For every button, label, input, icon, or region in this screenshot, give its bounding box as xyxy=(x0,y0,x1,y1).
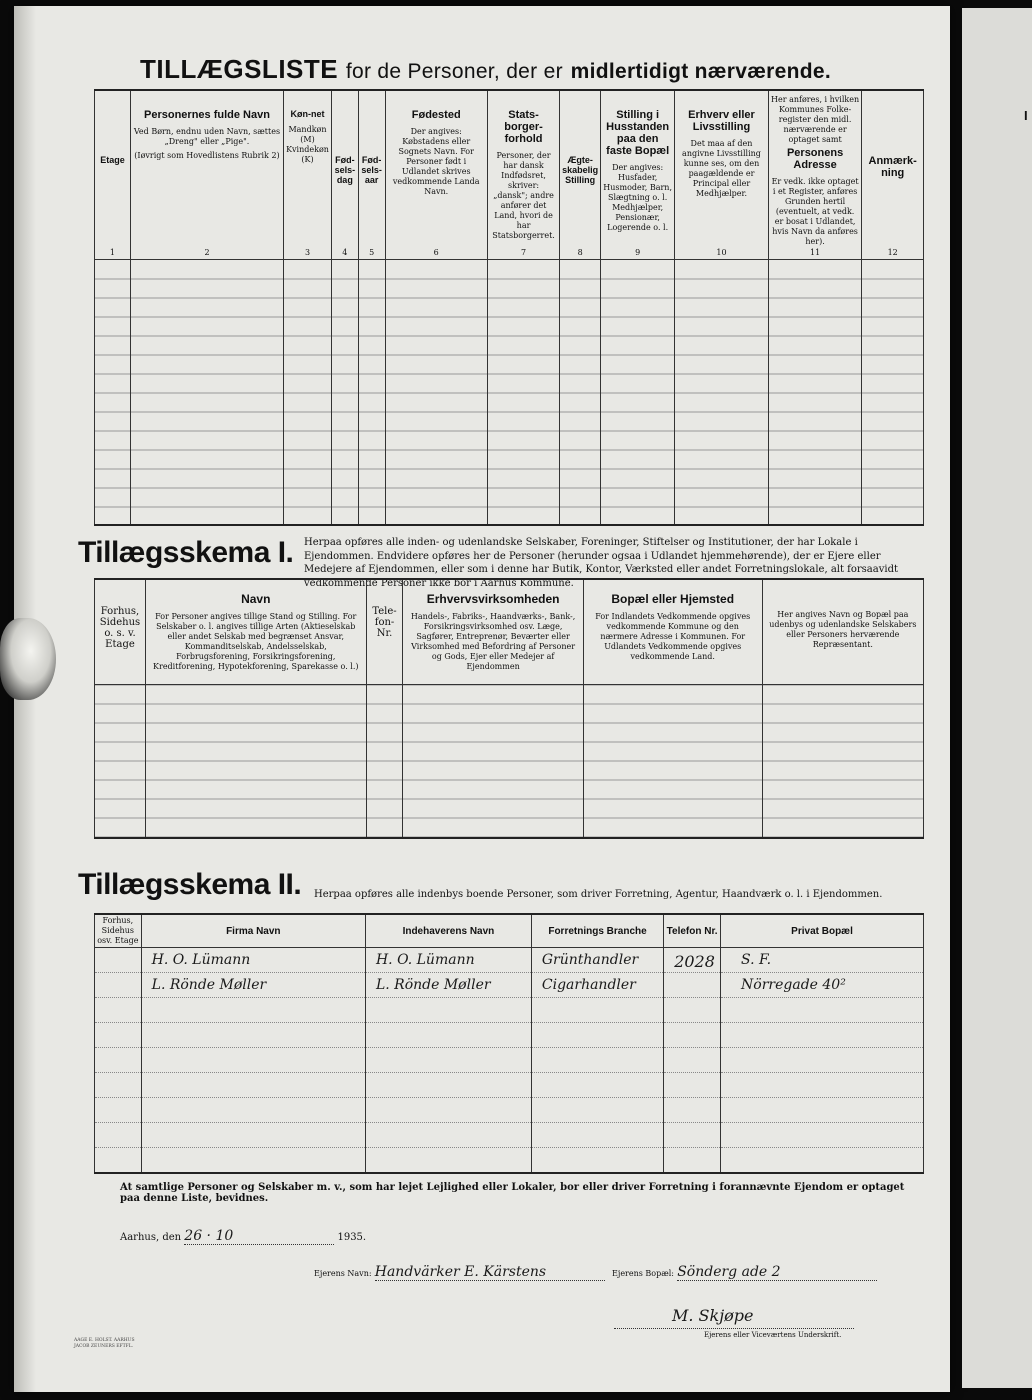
skema2-cell-indehaver xyxy=(365,1148,531,1174)
main-col-title: Erhverv eller Livsstilling xyxy=(688,109,755,133)
skema2-cell-etage xyxy=(95,1148,142,1174)
skema2-cell-indehaver xyxy=(365,998,531,1023)
table-row xyxy=(95,1098,924,1123)
main-col-cell xyxy=(130,260,283,526)
declaration: At samtlige Personer og Selskaber m. v., som har lejet Lejlighed eller Lokaler, bor eller driver Forretning i forannævnte Ejendom er optaget paa denne Liste, bevidnes. xyxy=(120,1182,905,1204)
skema2-cell-telefon xyxy=(664,1098,721,1123)
skema1-col-3 xyxy=(366,579,403,685)
main-col-number: 6 xyxy=(433,248,439,257)
main-col-title: Køn-net xyxy=(290,109,325,119)
skema1-col-note: Handels-, Fabriks-, Haandværks-, Bank-, Forsikringsvirksomhed osv. Læge, Sagfører, Entreprenør, Beværter eller Virksomhed med Befordring af Personer og Gods, Ejer eller Medejer af Ejendommen xyxy=(410,612,576,671)
adjacent-page xyxy=(962,8,1032,1388)
main-col-title: Fød-sels-aar xyxy=(361,155,382,185)
skema1-col-note: Her angives Navn og Bopæl paa udenbys og udenlandske Selskabers eller Personers herværende Repræsentant. xyxy=(769,610,917,649)
skema2-cell-etage xyxy=(95,973,142,998)
skema2-cell-bopael xyxy=(721,948,924,973)
main-col-title: Ægte-skabelig Stilling xyxy=(562,155,599,185)
main-col-number: 1 xyxy=(109,248,115,257)
handwritten-branche: Grünthandler xyxy=(541,952,639,968)
place-label: Aarhus, den xyxy=(120,1232,182,1243)
skema2-cell-telefon xyxy=(664,1148,721,1174)
skema1-col-cell xyxy=(403,685,583,839)
skema1-col-title: Forhus, Sidehus o. s. v. Etage xyxy=(99,606,141,650)
table-row xyxy=(95,1048,924,1073)
table-row xyxy=(95,948,924,973)
skema2-cell-branche xyxy=(531,1048,663,1073)
owner-addr: Sönderg ade 2 xyxy=(677,1264,877,1281)
skema2-cell-telefon xyxy=(664,1023,721,1048)
skema2-cell-etage xyxy=(95,1073,142,1098)
skema2-cell-indehaver xyxy=(365,1048,531,1073)
title-rest: for de Personer, der er xyxy=(345,60,563,83)
skema2-cell-bopael xyxy=(721,973,924,998)
skema1-col-title: Tele-fon-Nr. xyxy=(372,606,397,639)
main-col-3 xyxy=(284,90,332,260)
skema2-cell-etage xyxy=(95,1023,142,1048)
skema2-col-1 xyxy=(95,914,142,948)
title-bold: TILLÆGSLISTE xyxy=(140,54,339,84)
skema1-col-cell xyxy=(95,685,146,839)
skema2-cell-telefon xyxy=(664,1048,721,1073)
skema1-heading: Tillægsskema I. xyxy=(78,536,294,569)
handwritten-telefon xyxy=(664,973,720,977)
main-col-number: 7 xyxy=(521,248,527,257)
main-col-number: 3 xyxy=(304,248,311,257)
skema1-col-cell xyxy=(583,685,762,839)
owner-name-label: Ejerens Navn: xyxy=(314,1269,372,1278)
skema2-cell-firma xyxy=(141,1123,365,1148)
main-col-2 xyxy=(130,90,283,260)
main-col-8 xyxy=(560,90,601,260)
skema2-cell-branche xyxy=(531,1023,663,1048)
table-row xyxy=(95,973,924,998)
main-col-11 xyxy=(768,90,862,260)
skema2-cell-firma xyxy=(141,1148,365,1174)
skema2-cell-firma xyxy=(141,1073,365,1098)
skema2-cell-indehaver xyxy=(365,1023,531,1048)
skema2-col-title: Telefon Nr. xyxy=(666,925,718,937)
skema1-col-cell xyxy=(145,685,366,839)
main-col-cell xyxy=(768,260,862,526)
main-col-title: Fødested xyxy=(411,109,461,121)
skema2-cell-bopael xyxy=(721,1123,924,1148)
main-col-title: Personernes fulde Navn xyxy=(144,109,270,121)
table-row xyxy=(95,998,924,1023)
skema2-cell-etage xyxy=(95,1123,142,1148)
skema2-cell-indehaver xyxy=(365,973,531,998)
skema2-cell-firma xyxy=(141,1098,365,1123)
skema2-cell-firma xyxy=(141,948,365,973)
skema1-col-6 xyxy=(762,579,923,685)
skema1-intro: Herpaa opføres alle inden- og udenlandske Selskaber, Foreninger, Stiftelser og Institutioner, der har Lokale i Ejendommen. Endvidere opføres her de Personer (herunder ogsaa i Udlandet hjemmehørende), der er Ejere eller Medejere af Ejendommen, eller som i denne har Butik, Kontor, Værksted eller andet Forretningslokale, alt forsaavidt vedkommende Personer ikke bor i Aarhus Kommune. xyxy=(304,537,898,589)
owner-name-line xyxy=(314,1264,605,1281)
skema2-intro: Herpaa opføres alle indenbys boende Personer, som driver Forretning, Agentur, Haandværk o. l. i Ejendommen. xyxy=(314,889,883,900)
table-row xyxy=(95,1123,924,1148)
skema2-cell-indehaver xyxy=(365,948,531,973)
handwritten-firma: H. O. Lümann xyxy=(151,952,251,968)
skema1-col-title: Bopæl eller Hjemsted xyxy=(611,592,735,606)
skema2-cell-etage xyxy=(95,1048,142,1073)
skema2-cell-firma xyxy=(141,1023,365,1048)
handwritten-telefon: 2028 xyxy=(674,952,715,971)
main-col-cell xyxy=(385,260,487,526)
skema2-cell-etage xyxy=(95,998,142,1023)
skema2-cell-branche xyxy=(531,1148,663,1174)
date-day: 26 · 10 xyxy=(184,1228,334,1245)
thumb-image xyxy=(0,618,56,700)
skema2-cell-etage xyxy=(95,948,142,973)
skema2-cell-branche xyxy=(531,1073,663,1098)
main-col-cell xyxy=(560,260,601,526)
skema1-col-cell xyxy=(762,685,923,839)
main-col-cell xyxy=(487,260,559,526)
main-col-note: Der angives: Købstadens eller Sognets Navn. For Personer født i Udlandet skrives vedkommende Landa Navn. xyxy=(392,127,480,196)
skema2-cell-bopael xyxy=(721,1098,924,1123)
skema1-col-note: For Personer angives tillige Stand og Stilling. For Selskaber o. l. angives tillige Arten (Aktieselskab eller andet Selskab med begrænset Ansvar, Kommanditselskab, Andelsselskab, Forbrugsforening, Forsikringsforening, Kreditforening, Hypotekforening, Sparekasse o. l.) xyxy=(153,612,359,671)
handwritten-firma: L. Rönde Møller xyxy=(151,977,267,993)
main-col-cell xyxy=(95,260,131,526)
main-col-pre: Her anføres, i hvilken Kommunes Folke-register den midl. nærværende er optaget samt xyxy=(771,95,860,144)
skema2-cell-branche xyxy=(531,948,663,973)
main-col-note: Er vedk. ikke optaget i et Register, anføres Grunden hertil (eventuelt, at vedk. er bosat i Udlandet, hvis Navn da anføres her). xyxy=(771,177,859,246)
skema2-cell-branche xyxy=(531,973,663,998)
main-col-cell xyxy=(331,260,358,526)
handwritten-bopael: S. F. xyxy=(741,952,772,968)
main-table xyxy=(94,89,924,526)
skema2-heading: Tillægsskema II. xyxy=(78,868,302,901)
skema2-table xyxy=(94,913,924,1174)
skema2-col-4 xyxy=(531,914,663,948)
skema2-cell-bopael xyxy=(721,1048,924,1073)
signature: M. Skjøpe xyxy=(672,1306,754,1325)
main-col-number: 12 xyxy=(887,248,898,257)
main-col-number: 9 xyxy=(635,248,641,257)
skema2-col-title: Firma Navn xyxy=(226,925,281,937)
main-col-number: 5 xyxy=(369,248,375,257)
main-col-cell xyxy=(675,260,769,526)
skema2-col-2 xyxy=(141,914,365,948)
main-col-title: Anmærk-ning xyxy=(868,155,917,179)
document-page xyxy=(14,6,950,1392)
main-col-cell xyxy=(358,260,385,526)
signature-label: Ejerens eller Viceværtens Underskrift. xyxy=(704,1331,842,1339)
date-year: 1935. xyxy=(337,1232,367,1243)
main-col-title: Etage xyxy=(100,155,125,165)
main-col-note: Personer, der har dansk Indfødsret, skriver: „dansk"; andre anfører det Land, hvori de har Statsborgerret. xyxy=(492,151,555,240)
main-col-1 xyxy=(95,90,131,260)
handwritten-branche: Cigarhandler xyxy=(541,977,636,993)
skema2-cell-firma xyxy=(141,998,365,1023)
skema1-col-4 xyxy=(403,579,583,685)
owner-name: Handvärker E. Kärstens xyxy=(375,1264,605,1281)
main-col-number: 10 xyxy=(716,248,727,257)
skema2-cell-indehaver xyxy=(365,1098,531,1123)
handwritten-indehaver: L. Rönde Møller xyxy=(375,977,491,993)
skema2-col-5 xyxy=(664,914,721,948)
adjacent-page-mark: I xyxy=(1024,108,1028,123)
skema2-cell-firma xyxy=(141,973,365,998)
skema1-col-cell xyxy=(366,685,403,839)
skema2-col-title: Forretnings Branche xyxy=(548,925,647,937)
skema2-cell-telefon xyxy=(664,948,721,973)
skema2-cell-firma xyxy=(141,1048,365,1073)
skema2-col-6 xyxy=(721,914,924,948)
skema2-col-title: Privat Bopæl xyxy=(791,925,853,937)
table-row xyxy=(95,1148,924,1174)
skema2-cell-bopael xyxy=(721,1148,924,1174)
owner-addr-label: Ejerens Bopæl: xyxy=(612,1269,675,1278)
main-col-cell xyxy=(862,260,924,526)
printer-mark: AAGE E. HOLST. AARHUS JACOB ZEUNERS EFTFL. xyxy=(74,1338,135,1349)
main-col-note2: (Iøvrigt som Hovedlistens Rubrik 2) xyxy=(134,151,280,160)
signature-line xyxy=(614,1328,854,1329)
main-col-6 xyxy=(385,90,487,260)
table-row xyxy=(95,1073,924,1098)
skema1-col-title: Erhvervsvirksomheden xyxy=(426,592,560,606)
skema2-cell-bopael xyxy=(721,1023,924,1048)
main-col-number: 8 xyxy=(577,248,583,257)
handwritten-indehaver: H. O. Lümann xyxy=(375,952,475,968)
main-col-12 xyxy=(862,90,924,260)
skema1-col-5 xyxy=(583,579,762,685)
skema2-cell-branche xyxy=(531,1123,663,1148)
main-col-number: 2 xyxy=(204,248,210,257)
skema2-cell-indehaver xyxy=(365,1073,531,1098)
skema2-cell-telefon xyxy=(664,973,721,998)
skema2-cell-telefon xyxy=(664,1073,721,1098)
owner-addr-line xyxy=(612,1264,877,1281)
handwritten-etage xyxy=(95,973,141,977)
handwritten-bopael: Nörregade 40² xyxy=(741,977,846,993)
skema1-table xyxy=(94,578,924,839)
page-title xyxy=(140,54,831,85)
main-col-note: Det maa af den angivne Livsstilling kunne ses, om den paagældende er Principal eller Medhjælper. xyxy=(682,139,761,198)
skema1-col-note: For Indlandets Vedkommende opgives vedkommende Kommune og den nærmere Adresse i Kommunen. For Udlandets Vedkommende opgives vedkommende Land. xyxy=(595,612,751,661)
table-row xyxy=(95,1023,924,1048)
main-col-4 xyxy=(331,90,358,260)
main-col-note: Mandkøn (M) Kvindekøn (K) xyxy=(286,125,329,164)
skema2-cell-bopael xyxy=(721,998,924,1023)
main-col-10 xyxy=(675,90,769,260)
skema2-col-title: Indehaverens Navn xyxy=(402,925,495,937)
main-col-7 xyxy=(487,90,559,260)
date-line xyxy=(120,1228,366,1245)
main-col-5 xyxy=(358,90,385,260)
main-col-note: Der angives: Husfader, Husmoder, Barn, Slægtning o. l. Medhjælper, Pensionær, Logerende o. l. xyxy=(603,163,672,232)
main-col-note: Ved Børn, endnu uden Navn, sættes „Dreng" eller „Pige". xyxy=(133,127,281,146)
main-col-9 xyxy=(601,90,675,260)
skema2-cell-branche xyxy=(531,1098,663,1123)
skema2-col-3 xyxy=(365,914,531,948)
skema2-col-title: Forhus, Sidehus osv. Etage xyxy=(97,916,139,945)
skema1-col-title: Navn xyxy=(241,592,271,606)
main-col-title: Fød-sels-dag xyxy=(334,155,356,185)
main-col-number: 4 xyxy=(342,248,348,257)
skema2-cell-etage xyxy=(95,1098,142,1123)
title-bold2: midlertidigt nærværende. xyxy=(570,60,832,83)
skema1-col-2 xyxy=(145,579,366,685)
main-col-cell xyxy=(284,260,332,526)
skema2-cell-telefon xyxy=(664,1123,721,1148)
main-col-number: 11 xyxy=(809,248,821,257)
skema2-cell-indehaver xyxy=(365,1123,531,1148)
main-col-cell xyxy=(601,260,675,526)
skema2-cell-bopael xyxy=(721,1073,924,1098)
skema2-cell-branche xyxy=(531,998,663,1023)
skema1-col-1 xyxy=(95,579,146,685)
skema2-cell-telefon xyxy=(664,998,721,1023)
main-col-title: Stilling i Husstanden paa den faste Bopæl xyxy=(606,109,670,157)
handwritten-etage xyxy=(95,948,141,952)
main-col-title: Stats-borger-forhold xyxy=(504,109,543,145)
main-col-title: Personens Adresse xyxy=(786,147,844,171)
